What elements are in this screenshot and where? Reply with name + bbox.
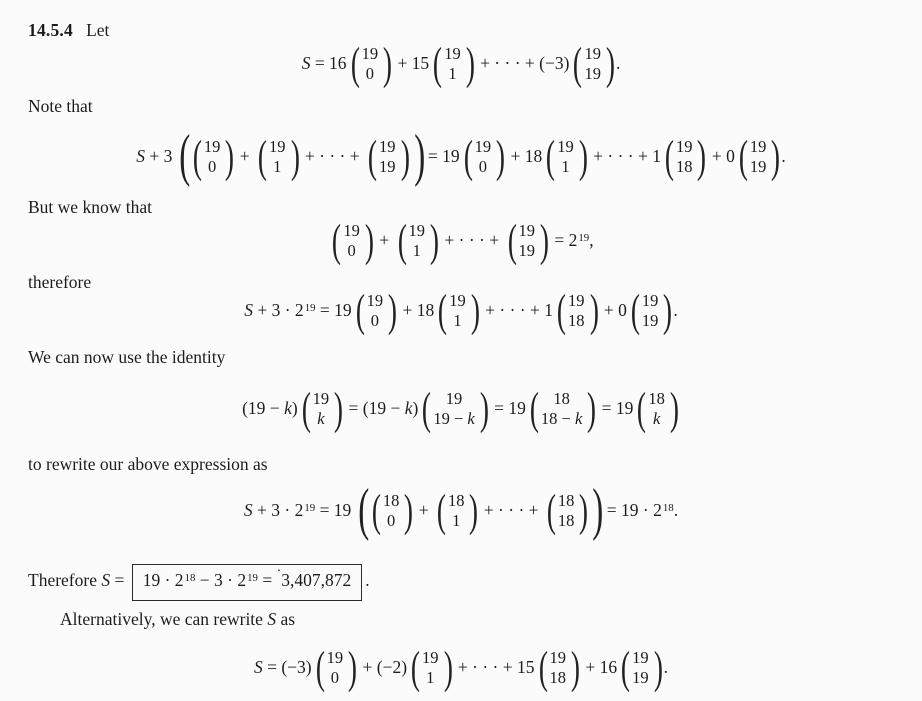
- right-paren: ): [364, 214, 374, 266]
- text-run: (19 −: [242, 398, 285, 418]
- binomial-coefficient: [506, 214, 549, 266]
- binomial-coefficient: [436, 284, 480, 336]
- binomial-stack: [445, 491, 468, 530]
- binomial-coefficient: [737, 130, 781, 182]
- binomial-top: 18: [648, 389, 665, 409]
- left-paren: (: [315, 641, 325, 693]
- binomial-top: 18: [553, 389, 570, 409]
- right-paren: ): [443, 641, 453, 693]
- binomial-bottom: 1: [453, 310, 462, 330]
- text-run: 3,407,872: [281, 570, 352, 590]
- binomial-coefficient: [300, 382, 344, 434]
- left-paren: (: [397, 214, 407, 266]
- binomial-coefficient: [349, 37, 393, 89]
- text-run: S: [243, 500, 253, 520]
- binomial-bottom: 19: [584, 63, 601, 83]
- left-paren: (: [573, 37, 583, 89]
- text-run: S: [136, 146, 146, 166]
- binomial-stack: [538, 389, 585, 428]
- binomial-coefficient: [370, 484, 414, 536]
- binomial-stack: [380, 491, 403, 530]
- binomial-bottom: [433, 409, 474, 429]
- binomial-bottom: 0: [365, 63, 374, 83]
- text-run: Let: [72, 20, 110, 40]
- left-paren: (: [367, 130, 377, 182]
- binomial-coefficient: [330, 214, 374, 266]
- binomial-top: 19: [343, 221, 360, 241]
- text-run: +: [235, 146, 255, 166]
- left-paren: (: [463, 130, 473, 182]
- binomial-stack: [446, 291, 469, 330]
- binomial-top: 19: [445, 389, 463, 409]
- binomial-coefficient: [635, 382, 679, 434]
- text-run: = 19: [423, 146, 460, 166]
- big-right-paren: ): [413, 123, 425, 188]
- left-paren: (: [538, 641, 548, 693]
- binomial-top: 19: [366, 291, 384, 311]
- binomial-bottom: 18: [549, 667, 567, 687]
- right-paren: ): [587, 382, 597, 434]
- left-paren: (: [371, 484, 381, 536]
- right-paren: ): [669, 382, 679, 434]
- text-run: .: [673, 300, 678, 320]
- text-run: therefore: [28, 272, 92, 292]
- stray-dot-artifact: ·: [276, 564, 282, 579]
- binomial-bottom: 0: [370, 310, 380, 330]
- text-run: S: [267, 609, 277, 629]
- binomial-bottom: [653, 409, 660, 429]
- left-paren: (: [664, 130, 674, 182]
- text-run: Note that: [28, 96, 93, 116]
- binomial-stack: [645, 389, 668, 428]
- text-run: ,: [589, 230, 594, 250]
- eq-rewritten: [0, 477, 922, 542]
- binomial-top: 19: [474, 137, 492, 157]
- exponent: 19: [304, 302, 316, 315]
- text-run: +: [414, 500, 433, 520]
- binomial-coefficient: [420, 382, 489, 434]
- binomial-stack: [376, 137, 399, 176]
- left-paren: (: [332, 214, 342, 266]
- text-run: + 18: [506, 146, 543, 166]
- binomial-coefficient: [663, 130, 707, 182]
- text-run: + 3 · 2: [252, 500, 304, 520]
- binomial-stack: [201, 137, 224, 176]
- text-run: .: [663, 657, 669, 677]
- left-paren: (: [355, 284, 365, 336]
- left-paren: (: [546, 130, 556, 182]
- right-paren: ): [348, 641, 358, 693]
- binomial-bottom: 19: [518, 240, 535, 260]
- text-run: S: [101, 570, 111, 590]
- binomial-bottom: 1: [273, 156, 282, 176]
- text-run: + · · · +: [440, 230, 504, 250]
- right-paren: ): [465, 37, 475, 89]
- right-paren: ): [469, 484, 479, 536]
- right-paren: ): [290, 130, 300, 182]
- text-run: + · · · +: [300, 146, 364, 166]
- text-run: 19 −: [433, 408, 468, 428]
- binomial-bottom: 19: [641, 310, 659, 330]
- text-run: =: [257, 570, 277, 590]
- text-run: .: [615, 53, 621, 73]
- binomial-coefficient: [409, 641, 453, 693]
- binomial-top: 19: [641, 291, 659, 311]
- eq-s-plus-3: [0, 123, 922, 188]
- binomial-coefficient: [528, 382, 597, 434]
- left-paren: (: [350, 37, 360, 89]
- binomial-stack: [547, 648, 570, 687]
- binomial-coefficient: [256, 130, 300, 182]
- right-paren: ): [570, 641, 581, 693]
- right-paren: ): [225, 130, 235, 182]
- binomial-stack: [340, 221, 363, 260]
- identity-intro: [0, 347, 922, 367]
- text-run: − 3 · 2: [195, 570, 247, 590]
- binomial-bottom: 1: [426, 667, 435, 687]
- eq-s-3-2-19: [0, 283, 922, 337]
- binomial-stack: [266, 137, 289, 176]
- text-run: = 19: [315, 300, 352, 320]
- answer: [0, 564, 922, 601]
- right-paren: ): [400, 130, 410, 182]
- left-paren: (: [438, 284, 448, 336]
- text-run: = 2: [550, 230, 578, 250]
- binomial-bottom: 0: [330, 667, 339, 687]
- exponent: 19: [578, 232, 590, 245]
- binomial-bottom: 1: [448, 63, 457, 83]
- text-run: We can now use the identity: [28, 347, 226, 367]
- binomial-bottom: 1: [561, 156, 570, 176]
- binomial-coefficient: [544, 130, 588, 182]
- binomial-bottom: 0: [208, 156, 217, 176]
- text-run: =: [110, 570, 129, 590]
- text-run: = 19 · 2: [602, 500, 662, 520]
- binomial-coefficient: [314, 641, 358, 693]
- left-paren: (: [436, 484, 446, 536]
- text-run: + 0: [707, 146, 735, 166]
- text-run: + 16: [581, 657, 618, 677]
- binomial-top: 19: [568, 291, 585, 311]
- exponent: 18: [662, 502, 674, 515]
- binomial-stack: [364, 291, 387, 330]
- right-paren: ): [663, 284, 673, 336]
- binomial-stack: [554, 137, 577, 176]
- binomial-bottom: 1: [452, 510, 461, 530]
- binomial-top: 19: [557, 137, 574, 157]
- text-run: + 15: [393, 53, 430, 73]
- right-paren: ): [578, 130, 588, 182]
- binomial-coefficient: [354, 284, 398, 336]
- right-paren: ): [429, 214, 440, 266]
- text-run: k: [317, 408, 325, 428]
- binomial-stack: [673, 137, 696, 176]
- text-run: 18 −: [540, 408, 575, 428]
- right-paren: ): [579, 484, 589, 536]
- text-run: + 3 · 2: [252, 300, 304, 320]
- left-paren: (: [630, 284, 640, 336]
- binomial-coefficient: [545, 484, 589, 536]
- binomial-top: 19: [203, 137, 221, 157]
- text-run: k: [284, 398, 292, 418]
- binomial-top: 19: [584, 44, 601, 64]
- left-paren: (: [192, 130, 202, 182]
- right-paren: ): [404, 484, 414, 536]
- binomial-bottom: 19: [379, 156, 396, 176]
- binomial-coefficient: [537, 641, 581, 693]
- binomial-top: 19: [632, 648, 649, 668]
- right-paren: ): [539, 214, 549, 266]
- text-run: But we know that: [28, 197, 152, 217]
- binomial-coefficient: [462, 130, 506, 182]
- binomial-top: 19: [408, 221, 426, 241]
- right-paren: ): [496, 130, 506, 182]
- rewrite-intro: [0, 454, 922, 474]
- text-run: +: [374, 230, 394, 250]
- binomial-coefficient: [396, 214, 440, 266]
- text-run: 14.5.4: [28, 20, 73, 40]
- eq-identity: [0, 381, 922, 435]
- text-run: k: [652, 408, 661, 428]
- binomial-bottom: 19: [632, 667, 649, 687]
- text-run: + 3: [145, 146, 176, 166]
- text-run: + · · · +: [479, 500, 543, 520]
- binomial-coefficient: [629, 284, 673, 336]
- right-paren: ): [334, 382, 344, 434]
- binomial-top: 19: [675, 137, 693, 157]
- binomial-bottom: 18: [568, 310, 585, 330]
- binomial-bottom: [317, 409, 324, 429]
- text-run: S: [244, 300, 253, 320]
- text-run: .: [673, 500, 679, 520]
- left-paren: (: [301, 382, 311, 434]
- text-run: as: [276, 609, 296, 629]
- binomial-bottom: 18: [675, 156, 693, 176]
- text-run: k: [574, 408, 583, 428]
- text-run: to rewrite our above expression as: [28, 454, 268, 474]
- binomial-top: 19: [444, 44, 461, 64]
- left-paren: (: [422, 382, 432, 434]
- text-run: Alternatively, we can rewrite: [60, 609, 268, 629]
- binomial-bottom: 1: [412, 240, 421, 260]
- text-run: + · · · + 15: [453, 657, 535, 677]
- right-paren: ): [388, 284, 398, 336]
- binomial-stack: [406, 221, 429, 260]
- binomial-top: 19: [361, 44, 379, 64]
- binomial-stack: [359, 44, 382, 83]
- binomial-top: 19: [449, 291, 466, 311]
- boxed-answer: [132, 564, 363, 601]
- left-paren: (: [546, 484, 556, 536]
- binomial-top: 19: [326, 648, 344, 668]
- note-that: [0, 96, 922, 116]
- text-run: + 18: [398, 300, 435, 320]
- left-paren: (: [433, 37, 443, 89]
- binomial-stack: [516, 221, 539, 260]
- binomial-top: 19: [379, 137, 396, 157]
- text-run: ): [291, 398, 298, 418]
- binomial-bottom: 0: [347, 240, 356, 260]
- binomial-coefficient: [619, 641, 663, 693]
- binomial-stack: [639, 291, 662, 330]
- text-run: + · · · + (−3): [475, 53, 570, 73]
- right-paren: ): [589, 284, 599, 336]
- text-run: 19 · 2: [142, 570, 184, 590]
- text-run: = (19 −: [344, 398, 405, 418]
- binomial-top: 19: [518, 221, 535, 241]
- right-paren: ): [605, 37, 615, 89]
- binomial-bottom: 19: [749, 156, 767, 176]
- text-run: = 16: [310, 53, 347, 73]
- binomial-top: 18: [557, 491, 575, 511]
- right-paren: ): [771, 130, 781, 182]
- binomial-coefficient: [435, 484, 479, 536]
- text-run: ): [412, 398, 419, 418]
- binomial-top: 18: [447, 491, 465, 511]
- binomial-top: 19: [422, 648, 439, 668]
- binomial-bottom: 0: [478, 156, 487, 176]
- big-left-paren: (: [179, 123, 191, 188]
- binomial-stack: [310, 389, 333, 428]
- exponent: 18: [184, 572, 196, 585]
- left-paren: (: [257, 130, 268, 182]
- binomial-stack: [430, 389, 477, 428]
- binomial-stack: [581, 44, 604, 83]
- binomial-top: 19: [269, 137, 286, 157]
- text-run: .: [781, 146, 786, 166]
- text-run: = 19: [489, 398, 526, 418]
- binomial-top: 19: [549, 648, 567, 668]
- binomial-bottom: [541, 409, 582, 429]
- left-paren: (: [637, 382, 647, 434]
- binomial-stack: [419, 648, 442, 687]
- right-paren: ): [470, 284, 480, 336]
- big-right-paren: ): [592, 477, 604, 542]
- left-paren: (: [410, 641, 421, 693]
- text-run: = 19: [315, 500, 355, 520]
- binomial-coefficient: [571, 37, 615, 89]
- binomial-top: 18: [382, 491, 400, 511]
- binomial-bottom: 18: [557, 510, 575, 530]
- exponent: 19: [247, 572, 258, 585]
- right-paren: ): [382, 37, 393, 89]
- exponent: 19: [304, 502, 316, 515]
- binomial-top: 19: [749, 137, 767, 157]
- eq-s-definition: [0, 36, 922, 90]
- binomial-stack: [629, 648, 652, 687]
- binomial-stack: [555, 491, 578, 530]
- text-run: + · · · + 1: [480, 300, 554, 320]
- binomial-coefficient: [366, 130, 410, 182]
- text-run: + 0: [599, 300, 627, 320]
- eq-sum-2-19: [0, 213, 922, 267]
- text-run: + (−2): [358, 657, 408, 677]
- big-left-paren: (: [358, 477, 370, 542]
- binomial-top: 19: [312, 389, 330, 409]
- binomial-stack: [441, 44, 464, 83]
- right-paren: ): [653, 641, 663, 693]
- left-paren: (: [529, 382, 539, 434]
- binomial-bottom: 0: [386, 510, 396, 530]
- binomial-stack: [565, 291, 588, 330]
- right-paren: ): [697, 130, 707, 182]
- text-run: k: [467, 408, 475, 428]
- binomial-stack: [472, 137, 495, 176]
- eq-alternative: [0, 638, 922, 696]
- binomial-stack: [747, 137, 770, 176]
- binomial-coefficient: [191, 130, 235, 182]
- text-run: Therefore: [28, 570, 102, 590]
- binomial-coefficient: [431, 37, 475, 89]
- binomial-coefficient: [555, 284, 599, 336]
- text-run: = 19: [597, 398, 634, 418]
- alternatively: [0, 609, 922, 629]
- text-run: S: [301, 53, 311, 73]
- right-paren: ): [479, 382, 489, 434]
- left-paren: (: [507, 214, 517, 266]
- text-run: .: [365, 570, 370, 590]
- text-run: S: [253, 657, 263, 677]
- text-run: + · · · + 1: [588, 146, 661, 166]
- text-run: = (−3): [262, 657, 312, 677]
- left-paren: (: [738, 130, 748, 182]
- text-run: k: [404, 398, 413, 418]
- left-paren: (: [621, 641, 631, 693]
- binomial-stack: [324, 648, 347, 687]
- left-paren: (: [556, 284, 567, 336]
